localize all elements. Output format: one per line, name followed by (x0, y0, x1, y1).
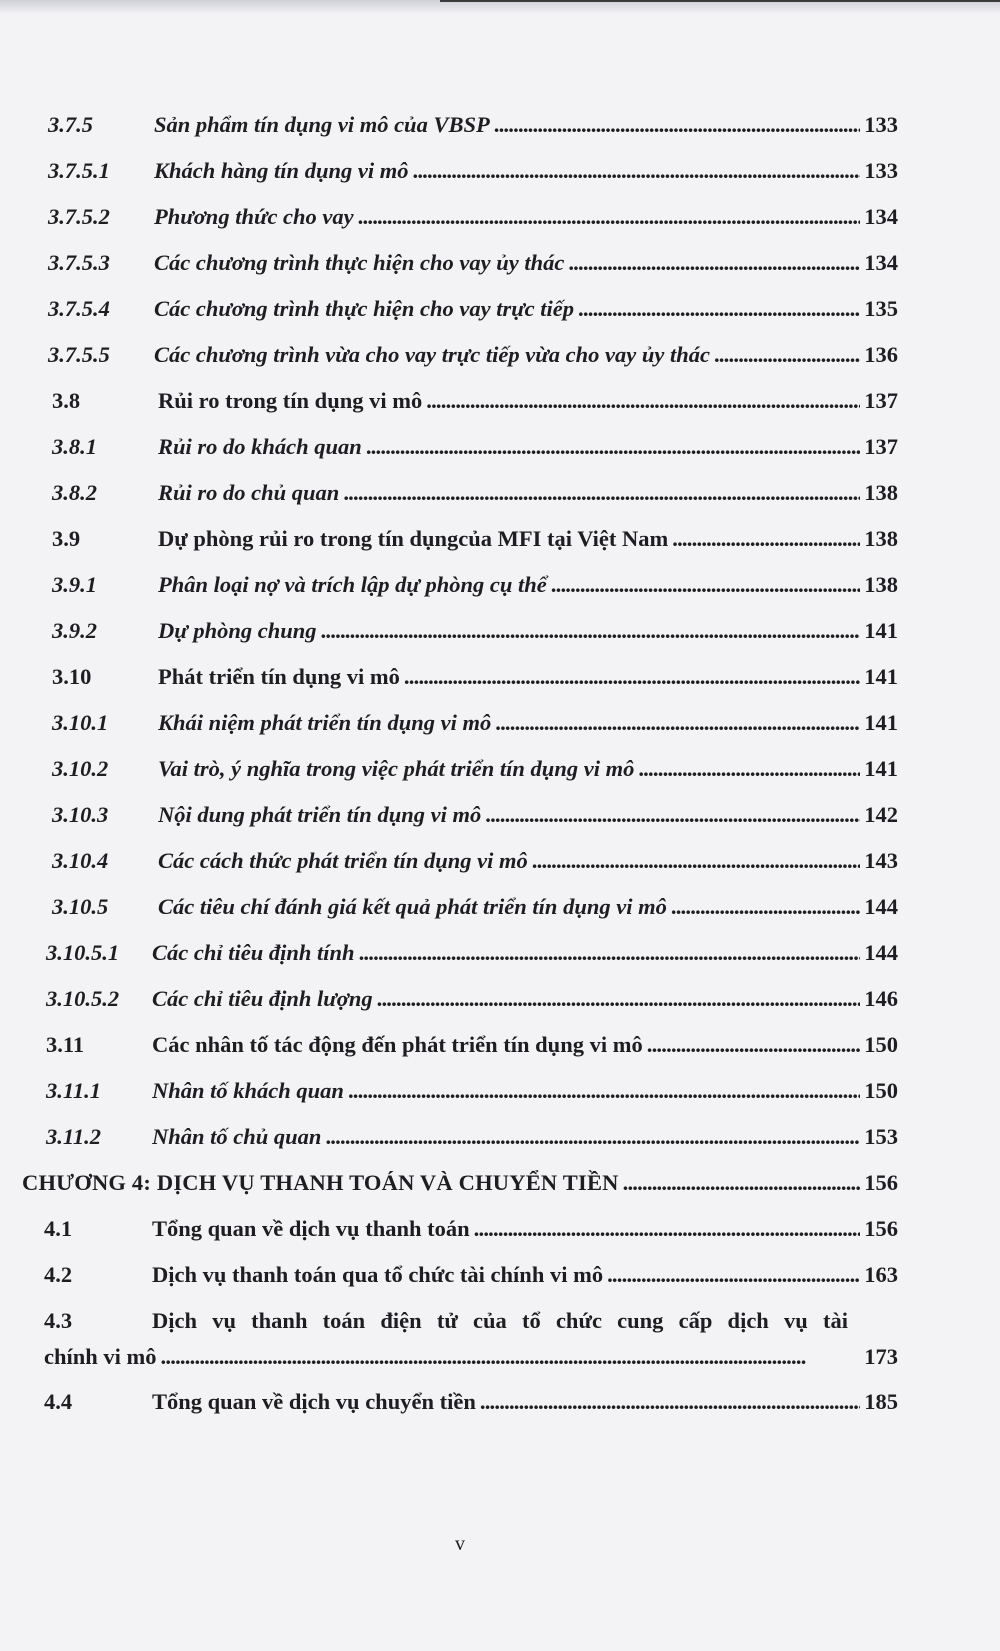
toc-number: 3.8 (52, 388, 81, 413)
toc-number: 3.7.5.5 (48, 342, 110, 367)
toc-entry[interactable] (0, 1257, 1000, 1293)
toc-page: 150 (864, 1032, 898, 1057)
toc-number: 3.10 (52, 664, 92, 689)
toc-number: 3.7.5.2 (48, 204, 110, 229)
toc-number: 3.11.2 (46, 1124, 102, 1149)
toc-chapter-heading[interactable] (0, 1165, 1000, 1201)
toc-entry[interactable] (0, 383, 1000, 419)
toc-entry[interactable] (0, 1119, 1000, 1155)
toc-title: Rủi ro trong tín dụng vi mô . . . (158, 383, 860, 419)
toc-title: Phân loại nợ và trích lập dự phòng cụ thể . . . (158, 567, 860, 603)
toc-entry[interactable] (0, 429, 1000, 465)
toc-page: 163 (864, 1262, 898, 1287)
toc-page: 133 (864, 112, 898, 137)
toc-title-line1: Dịch vụ thanh toán điện tử của tổ chức cung cấp dịch vụ tài (152, 1308, 848, 1333)
toc-number: 3.11.1 (46, 1078, 102, 1103)
toc-title: Phương thức cho vay . . . (154, 199, 860, 235)
toc-title: Tổng quan về dịch vụ chuyển tiền . . . (152, 1384, 860, 1420)
toc-title: CHƯƠNG 4: DỊCH VỤ THANH TOÁN VÀ CHUYỂN TIỀN . . . (22, 1165, 860, 1201)
toc-number: 3.8.1 (52, 434, 97, 459)
toc-title: Các cách thức phát triển tín dụng vi mô . . . (158, 843, 860, 879)
toc-entry[interactable] (0, 1073, 1000, 1109)
toc-entry[interactable] (0, 475, 1000, 511)
toc-page: 173 (864, 1344, 898, 1369)
toc-title: Vai trò, ý nghĩa trong việc phát triển tín dụng vi mô . . . (158, 751, 860, 787)
toc-entry[interactable] (0, 245, 1000, 281)
toc-number: 3.7.5.4 (48, 296, 110, 321)
toc-title: Các chỉ tiêu định tính . . . (152, 935, 860, 971)
toc-entry[interactable] (0, 567, 1000, 603)
toc-number: 3.7.5.3 (48, 250, 110, 275)
toc-page: 150 (864, 1078, 898, 1103)
toc-page: 138 (864, 480, 898, 505)
toc-page: 138 (864, 526, 898, 551)
toc-number: 4.1 (44, 1216, 73, 1241)
toc-title: Nhân tố khách quan . . . (152, 1073, 860, 1109)
toc-title: Rủi ro do chủ quan . . . (158, 475, 860, 511)
toc-entry[interactable] (0, 1384, 1000, 1420)
page-number: v (455, 1533, 465, 1555)
toc-page: 136 (864, 342, 898, 367)
toc-entry[interactable] (0, 751, 1000, 787)
toc-number: 3.10.4 (52, 848, 109, 873)
toc-number: 3.10.2 (52, 756, 109, 781)
toc-page: 133 (864, 158, 898, 183)
page-top-edge (440, 0, 1000, 2)
toc-page: 144 (864, 894, 898, 919)
toc-number: 4.3 (44, 1308, 73, 1333)
toc-entry[interactable] (0, 521, 1000, 557)
toc-page: 144 (864, 940, 898, 965)
toc-title: Khách hàng tín dụng vi mô . . . (154, 153, 860, 189)
toc-page: 153 (864, 1124, 898, 1149)
toc-title: Các chương trình thực hiện cho vay trực tiếp . . . (154, 291, 860, 327)
toc-title: Nhân tố chủ quan . . . (152, 1119, 860, 1155)
toc-entry[interactable] (0, 659, 1000, 695)
toc-entry[interactable] (0, 1211, 1000, 1247)
toc-entry[interactable] (0, 199, 1000, 235)
toc-entry[interactable] (0, 613, 1000, 649)
toc-number: 3.9.1 (52, 572, 97, 597)
toc-title: Các chỉ tiêu định lượng . . . (152, 981, 860, 1017)
toc-page: 141 (864, 710, 898, 735)
toc-entry[interactable] (0, 705, 1000, 741)
page-top-shadow (0, 0, 1000, 14)
toc-title: Các chương trình thực hiện cho vay ủy thác . . . (154, 245, 860, 281)
toc-page: 146 (864, 986, 898, 1011)
toc-title: Phát triển tín dụng vi mô . . . (158, 659, 860, 695)
toc-number: 3.10.1 (52, 710, 109, 735)
toc-page: 134 (864, 250, 898, 275)
toc-title: Dự phòng rủi ro trong tín dụngcủa MFI tại Việt Nam . . . (158, 521, 860, 557)
toc-title: Dịch vụ thanh toán qua tổ chức tài chính vi mô . . . (152, 1257, 860, 1293)
toc-number: 3.11 (46, 1032, 85, 1057)
toc-page: 141 (864, 618, 898, 643)
toc-entry[interactable] (0, 1027, 1000, 1063)
toc-page: 142 (864, 802, 898, 827)
toc-title-line2: chính vi mô . . . (44, 1339, 860, 1375)
toc-page: 137 (864, 388, 898, 413)
toc-number: 4.4 (44, 1389, 73, 1414)
toc-page: 141 (864, 756, 898, 781)
toc-number: 4.2 (44, 1262, 73, 1287)
toc-number: 3.8.2 (52, 480, 97, 505)
toc-entry[interactable] (0, 1303, 1000, 1383)
toc-entry[interactable] (0, 981, 1000, 1017)
toc-entry[interactable] (0, 889, 1000, 925)
toc-entry[interactable] (0, 843, 1000, 879)
toc-page: 143 (864, 848, 898, 873)
toc-title: Nội dung phát triển tín dụng vi mô . . . (158, 797, 860, 833)
toc-page: 185 (864, 1389, 898, 1414)
toc-number: 3.7.5.1 (48, 158, 110, 183)
toc-entry[interactable] (0, 337, 1000, 373)
toc-page: 156 (864, 1170, 898, 1195)
toc-page: 141 (864, 664, 898, 689)
toc-number: 3.9 (52, 526, 81, 551)
toc-entry[interactable] (0, 107, 1000, 143)
toc-number: 3.10.3 (52, 802, 109, 827)
toc-entry[interactable] (0, 797, 1000, 833)
toc-number: 3.10.5 (52, 894, 109, 919)
toc-title: Rủi ro do khách quan . . . (158, 429, 860, 465)
toc-title: Dự phòng chung . . . (158, 613, 860, 649)
toc-title: Sản phẩm tín dụng vi mô của VBSP . . . (154, 107, 860, 143)
toc-number: 3.9.2 (52, 618, 97, 643)
toc-title: Các nhân tố tác động đến phát triển tín dụng vi mô . . . (152, 1027, 860, 1063)
toc-number: 3.10.5.2 (46, 986, 120, 1011)
toc-entry[interactable] (0, 291, 1000, 327)
toc-number: 3.7.5 (48, 112, 93, 137)
toc-title: Khái niệm phát triển tín dụng vi mô . . . (158, 705, 860, 741)
toc-title: Tổng quan về dịch vụ thanh toán . . . (152, 1211, 860, 1247)
toc-page: 135 (864, 296, 898, 321)
toc-page: 156 (864, 1216, 898, 1241)
toc-title: Các chương trình vừa cho vay trực tiếp vừa cho vay ủy thác . . . (154, 337, 860, 373)
toc-entry[interactable] (0, 935, 1000, 971)
toc-number: 3.10.5.1 (46, 940, 120, 965)
toc-entry[interactable] (0, 153, 1000, 189)
toc-page: 137 (864, 434, 898, 459)
toc-page: 138 (864, 572, 898, 597)
toc-title: Các tiêu chí đánh giá kết quả phát triển tín dụng vi mô . . . (158, 889, 860, 925)
toc-page: 134 (864, 204, 898, 229)
